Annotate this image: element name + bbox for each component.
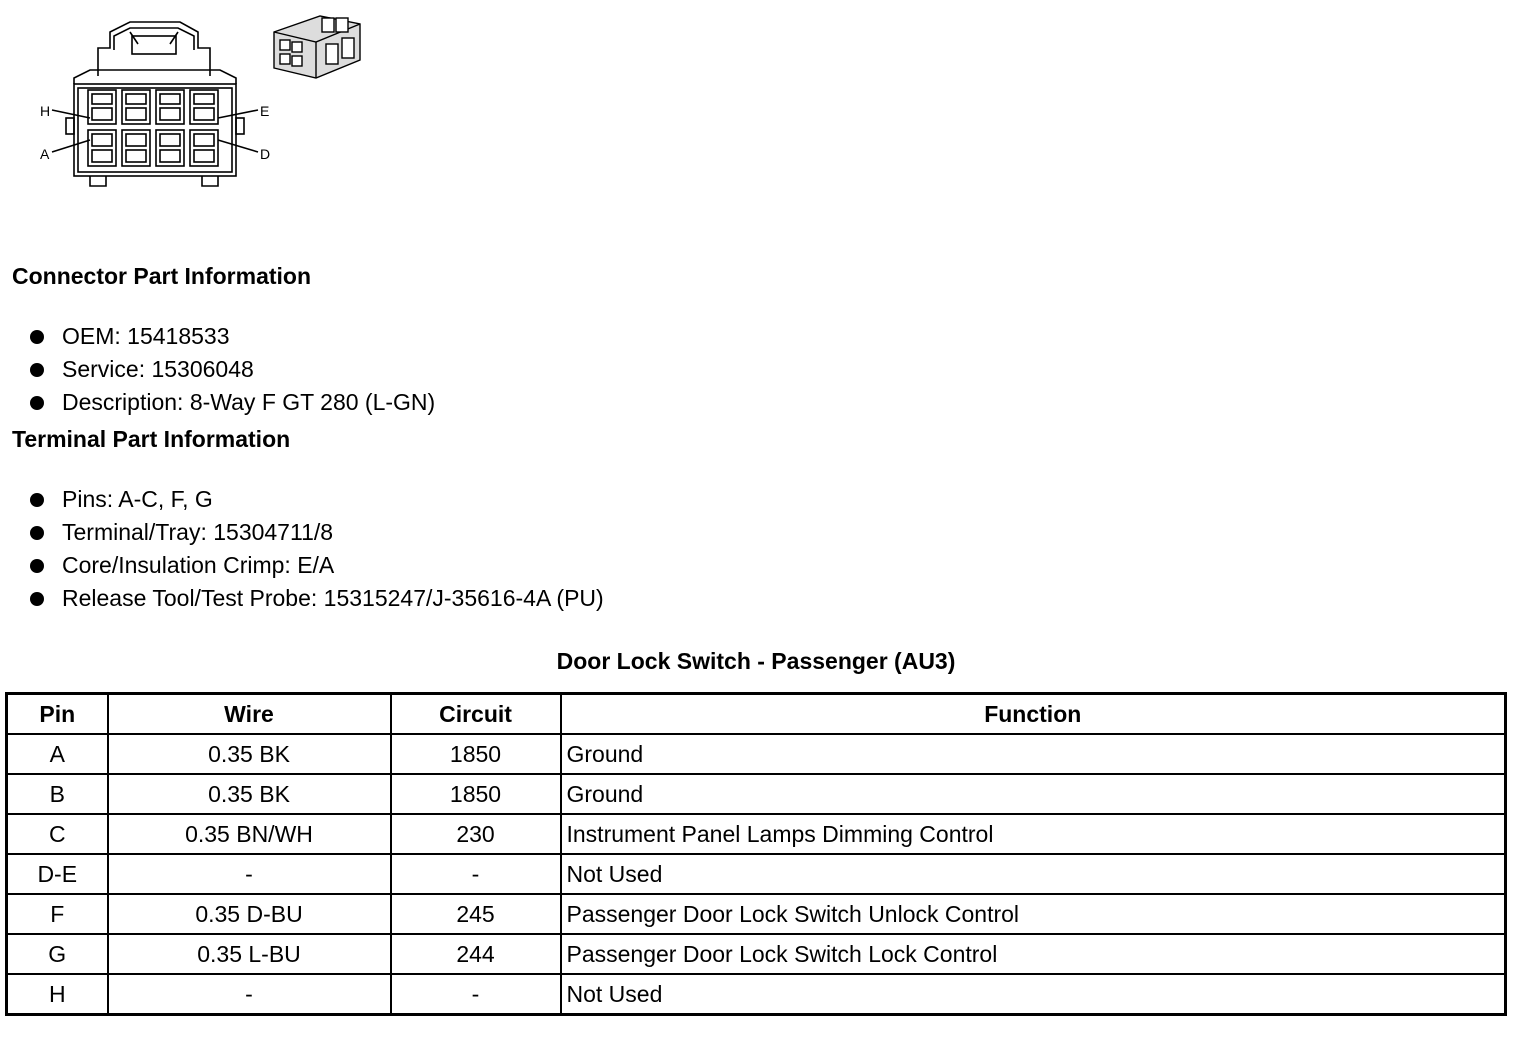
header-circuit: Circuit [391, 694, 561, 735]
table-row [7, 734, 1506, 774]
table-row [7, 814, 1506, 854]
table-row [7, 974, 1506, 1015]
table-row [7, 854, 1506, 894]
cell-pin: B [7, 774, 108, 814]
terminal-part-info-list [28, 483, 604, 615]
cell-pin: H [7, 974, 108, 1015]
cell-circuit: 244 [391, 934, 561, 974]
cell-function: Ground [561, 734, 1506, 774]
cell-circuit: 1850 [391, 774, 561, 814]
list-item: Service: 15306048 [28, 353, 435, 386]
list-item: Core/Insulation Crimp: E/A [28, 549, 604, 582]
header-wire: Wire [108, 694, 391, 735]
pin-label-d: D [260, 146, 271, 162]
cell-circuit: - [391, 854, 561, 894]
cell-wire: 0.35 BK [108, 774, 391, 814]
cell-wire: 0.35 D-BU [108, 894, 391, 934]
cell-pin: D-E [7, 854, 108, 894]
cell-pin: A [7, 734, 108, 774]
table-row [7, 894, 1506, 934]
table-row [7, 934, 1506, 974]
pin-label-e: E [260, 103, 270, 119]
cell-wire: 0.35 BN/WH [108, 814, 391, 854]
pin-label-a: A [40, 146, 50, 162]
cell-function: Passenger Door Lock Switch Lock Control [561, 934, 1506, 974]
table-row [7, 774, 1506, 814]
cell-pin: C [7, 814, 108, 854]
cell-circuit: 230 [391, 814, 561, 854]
pin-table [5, 692, 1507, 1016]
connector-diagram [30, 10, 375, 200]
cell-circuit: 1850 [391, 734, 561, 774]
header-function: Function [561, 694, 1506, 735]
list-item: Pins: A-C, F, G [28, 483, 604, 516]
cell-function: Ground [561, 774, 1506, 814]
cell-pin: F [7, 894, 108, 934]
cell-circuit: 245 [391, 894, 561, 934]
cell-pin: G [7, 934, 108, 974]
cell-circuit: - [391, 974, 561, 1015]
table-title: Door Lock Switch - Passenger (AU3) [556, 648, 956, 674]
cell-wire: 0.35 L-BU [108, 934, 391, 974]
pin-label-h: H [40, 103, 51, 119]
cell-wire: 0.35 BK [108, 734, 391, 774]
connector-part-info-list [28, 320, 435, 419]
list-item: Description: 8-Way F GT 280 (L-GN) [28, 386, 435, 419]
connector-3d-icon [274, 16, 360, 78]
cell-function: Not Used [561, 854, 1506, 894]
connector-part-info-title: Connector Part Information [12, 263, 312, 289]
list-item: Terminal/Tray: 15304711/8 [28, 516, 604, 549]
cell-wire: - [108, 974, 391, 1015]
cell-function: Passenger Door Lock Switch Unlock Control [561, 894, 1506, 934]
cell-wire: - [108, 854, 391, 894]
cell-function: Not Used [561, 974, 1506, 1015]
list-item: OEM: 15418533 [28, 320, 435, 353]
cell-function: Instrument Panel Lamps Dimming Control [561, 814, 1506, 854]
header-pin: Pin [7, 694, 108, 735]
table-header-row [7, 694, 1506, 735]
terminal-part-info-title: Terminal Part Information [12, 426, 291, 452]
list-item: Release Tool/Test Probe: 15315247/J-35616-4A (PU) [28, 582, 604, 615]
